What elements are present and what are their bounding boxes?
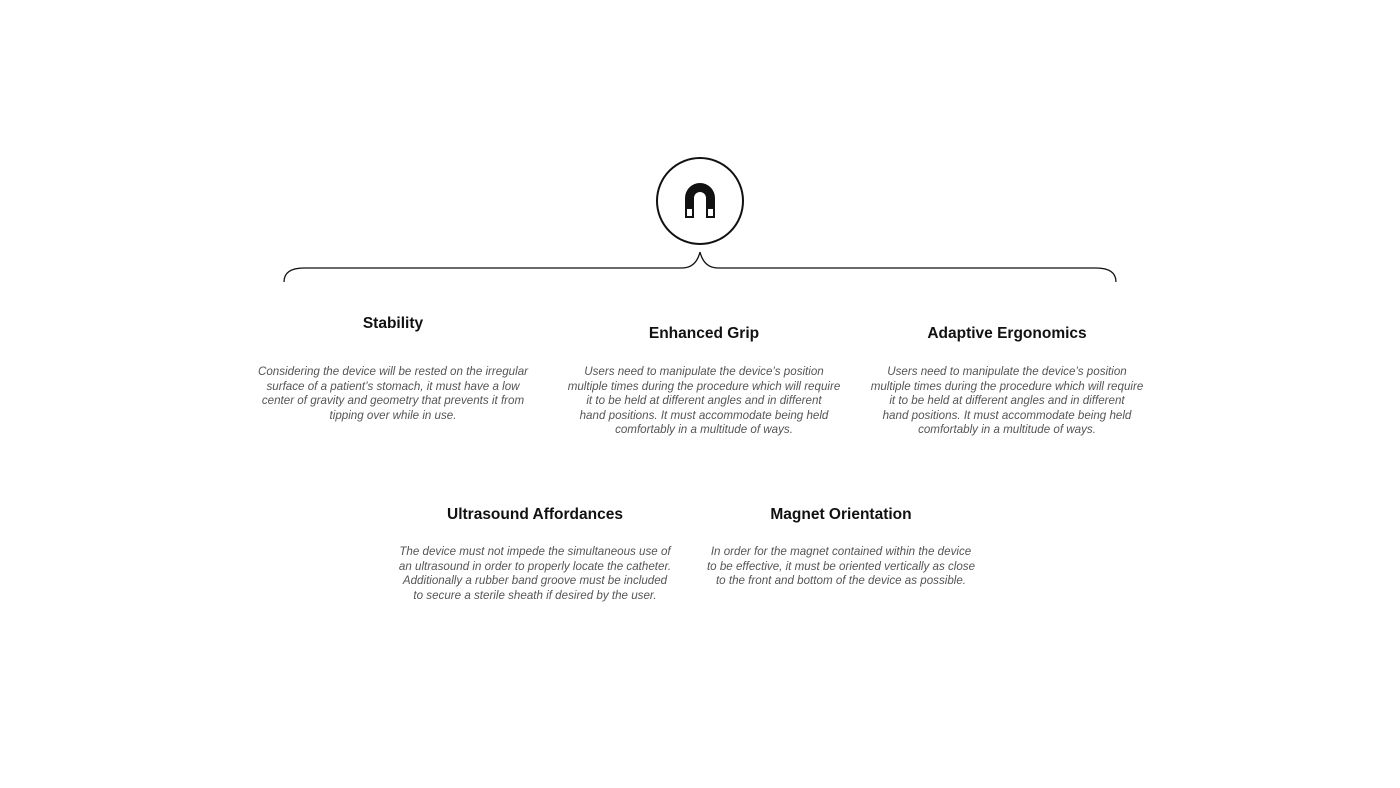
requirement-magnet-orientation — [702, 506, 980, 587]
requirement-description: Users need to manipulate the device’s position multiple times during the procedure which will require it to be held at different angles and in different hand positions. It must accommodate being held comfortably in a multitude of ways. — [870, 365, 1144, 436]
curly-brace — [280, 248, 1120, 288]
requirement-description: Users need to manipulate the device’s position multiple times during the procedure which will require it to be held at different angles and in different hand positions. It must accommodate being held comfortably in a multitude of ways. — [567, 365, 841, 436]
requirement-title: Enhanced Grip — [648, 325, 760, 342]
requirement-title: Magnet Orientation — [770, 506, 912, 523]
requirement-stability — [256, 315, 530, 422]
requirement-title: Stability — [362, 315, 424, 332]
requirement-adaptive-ergonomics — [868, 325, 1146, 436]
requirement-description: In order for the magnet contained within the device to be effective, it must be oriented vertically as close to the front and bottom of the device as possible. — [706, 545, 976, 587]
requirement-title: Ultrasound Affordances — [447, 506, 623, 523]
requirement-title: Adaptive Ergonomics — [927, 325, 1087, 342]
requirement-description: The device must not impede the simultaneous use of an ultrasound in order to properly locate the catheter. Additionally a rubber band groove must be included to secure a sterile sheath if desired by the user. — [398, 545, 672, 602]
requirement-ultrasound-affordances — [396, 506, 674, 602]
requirement-enhanced-grip — [562, 325, 846, 436]
requirement-description: Considering the device will be rested on the irregular surface of a patient’s stomach, it must have a low center of gravity and geometry that prevents it from tipping over while in use. — [257, 365, 529, 422]
magnet-icon — [684, 182, 716, 219]
